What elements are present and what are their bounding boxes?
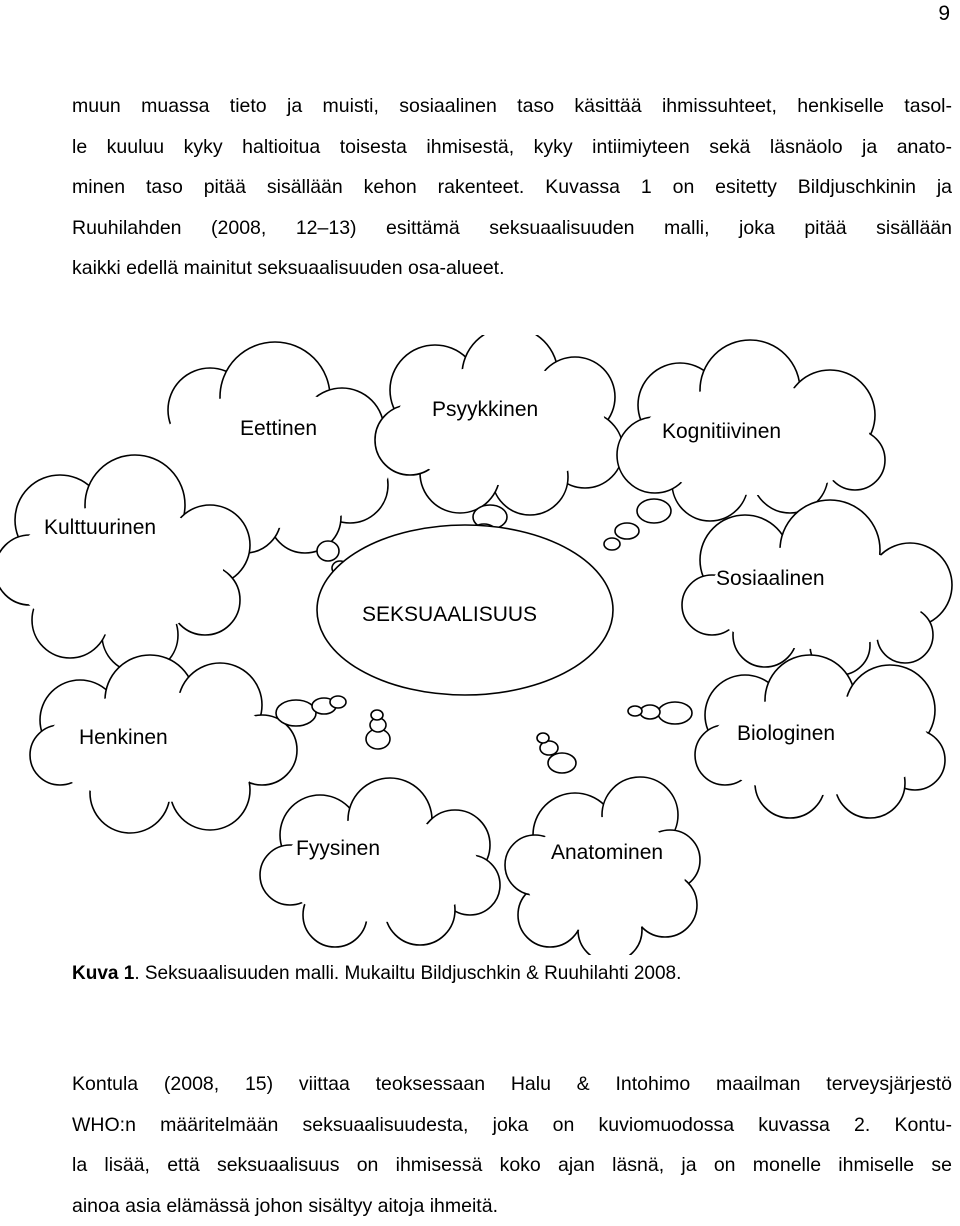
label-psyykkinen: Psyykkinen — [432, 398, 539, 421]
cloud-fyysinen — [260, 778, 500, 947]
figure-caption — [72, 963, 681, 985]
label-henkinen: Henkinen — [79, 726, 168, 749]
paragraph-intro — [72, 86, 952, 289]
text-line: muun muassa tieto ja muisti, sosiaalinen taso käsittää ihmissuhteet, henkiselle tasol- — [72, 95, 952, 117]
label-kognitiivinen: Kognitiivinen — [662, 420, 782, 443]
text-line: Ruuhilahden (2008, 12–13) esittämä seksuaalisuuden malli, joka pitää sisällään — [72, 216, 952, 239]
sexuality-model-figure — [0, 335, 960, 955]
cloud-psyykkinen — [375, 335, 623, 515]
text-line: ainoa asia elämässä johon sisältyy aitoja ihmeitä. — [72, 1194, 498, 1217]
label-kulttuurinen: Kulttuurinen — [44, 516, 157, 539]
label-anatominen: Anatominen — [551, 841, 664, 864]
label-eettinen: Eettinen — [240, 417, 318, 440]
page-number: 9 — [938, 2, 950, 25]
text-line: Kontula (2008, 15) viittaa teoksessaan Halu & Intohimo maailman terveysjärjestö — [72, 1073, 952, 1095]
label-sosiaalinen: Sosiaalinen — [716, 567, 825, 590]
caption-text: . Seksuaalisuuden malli. Mukailtu Bildjuschkin & Ruuhilahti 2008. — [134, 963, 682, 984]
label-biologinen: Biologinen — [737, 722, 836, 745]
text-line: WHO:n määritelmään seksuaalisuudesta, joka on kuviomuodossa kuvassa 2. Kontu- — [72, 1113, 952, 1136]
figure-canvas — [0, 335, 960, 955]
cloud-anatominen — [505, 777, 700, 955]
text-line: kaikki edellä mainitut seksuaalisuuden osa-alueet. — [72, 257, 505, 280]
text-line: la lisää, että seksuaalisuus on ihmisessä koko ajan läsnä, ja on monelle ihmiselle se — [72, 1154, 952, 1177]
paragraph-who — [72, 1064, 952, 1226]
caption-label: Kuva 1 — [72, 963, 135, 984]
text-line: minen taso pitää sisällään kehon rakenteet. Kuvassa 1 on esitetty Bildjuschkinin ja — [72, 176, 952, 199]
label-seksuaalisuus: SEKSUAALISUUS — [362, 603, 538, 626]
text-line: le kuuluu kyky haltioitua toisesta ihmisestä, kyky intiimiyteen sekä läsnäolo ja anato- — [72, 135, 952, 158]
label-fyysinen: Fyysinen — [296, 837, 381, 860]
